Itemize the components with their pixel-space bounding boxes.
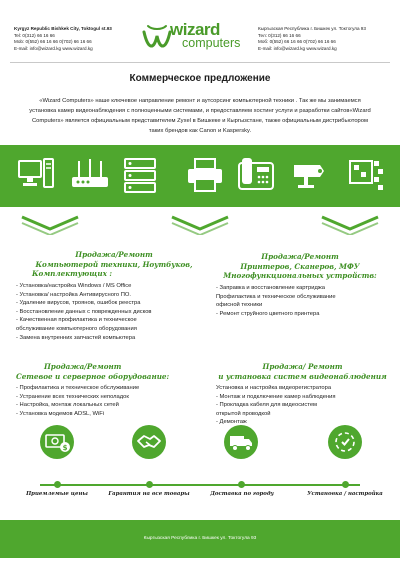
section-title-line: Продажа/ Ремонт — [262, 362, 343, 371]
intro-paragraph: «Wizard Computers» наше ключевое направление ремонт и аутсорсинг компьютерной техники . Так же мы занимаемся установка камер видеонаблюдения с полноценными системами, и предоставляем хостинг услуги и разработки сайтов«Wizard Computers» является официальным представителем Zyxel в Бишкеке и Кыргызстане, также официальным дистрибьютором таких брендов как Canon и Kaspersky. — [29, 98, 371, 134]
list-item: - Монтаж и подключение камер наблюдения — [216, 393, 336, 400]
chevron-down-icon — [20, 215, 80, 235]
handshake-icon — [132, 425, 166, 459]
server-icon — [120, 155, 160, 195]
feature-label: Гарантия на все товары — [108, 491, 190, 497]
list-item: - Качественная профилактика и техническое — [16, 317, 137, 324]
svg-text:$: $ — [62, 444, 68, 452]
delivery-truck-icon — [224, 425, 258, 459]
section-title-printers — [215, 252, 385, 281]
section-title-line: Продажа/Ремонт — [44, 362, 122, 371]
contact-line: Tel: 0(312) 66 16 66 — [14, 32, 55, 38]
list-item: офисной техники — [216, 302, 263, 309]
contact-line: Моб: 0(552) 66 16 66 0(702) 66 16 66 — [258, 39, 336, 45]
list-item: - Замена внутренних запчастей компьютера — [16, 334, 136, 341]
section-list-cctv — [216, 384, 336, 427]
list-item: - Восстановление данных с поврежденных дисков — [16, 308, 152, 315]
page-title: Коммерческое предложение — [129, 73, 271, 84]
section-list-printers — [216, 284, 336, 318]
list-item: Профилактика и техническое обслуживание — [216, 293, 336, 300]
header-contacts-right — [258, 26, 366, 52]
contact-line: Mob: 0(552) 66 16 66 0(702) 66 16 66 — [14, 39, 92, 45]
list-item: - Прокладка кабеля для видеосистем — [216, 402, 318, 409]
list-item: Установка и настройка видеорегистратора — [216, 385, 332, 391]
features-connector-dot — [54, 481, 61, 488]
list-item: - Установка/настройка Windows / MS Office — [16, 283, 132, 289]
section-list-network — [16, 384, 139, 418]
feature-label: Приемлемые цены — [26, 491, 88, 497]
logo-wave-icon — [142, 22, 172, 50]
camera-icon — [290, 155, 330, 195]
section-title-network — [16, 362, 196, 381]
header-divider — [10, 62, 390, 63]
services-icon-band — [0, 145, 400, 207]
pixel-icon — [346, 155, 386, 195]
list-item: - Профилактика и техническое обслуживание — [16, 385, 140, 391]
contact-line: E-mail: info@wizard.kg www.wizard.kg — [14, 45, 93, 51]
list-item: - Установка модемов ADSL, WiFi — [16, 410, 105, 417]
logo-word-wizard: wizard — [170, 20, 220, 39]
features-connector-line — [40, 484, 360, 486]
logo — [142, 20, 262, 54]
section-title-line: Принтеров, Сканеров, МФУ — [240, 261, 360, 271]
list-item: - Заправка и восстановление картриджа — [216, 285, 325, 291]
features-connector-dot — [146, 481, 153, 488]
section-title-computers — [24, 250, 204, 279]
features-connector-dot — [238, 481, 245, 488]
setup-icon — [328, 425, 362, 459]
list-item: открытой проводкой — [216, 410, 271, 417]
logo-word-computers: computers — [182, 36, 241, 50]
features-connector-dot — [342, 481, 349, 488]
list-item: - Демонтаж — [216, 419, 247, 426]
list-item: - Устранение всех технических неполадок — [16, 393, 129, 400]
chevron-down-icon — [170, 215, 230, 235]
list-item: - Ремонт струйного цветного принтера — [216, 310, 320, 317]
section-title-line: Сетевое и серверное оборудование: — [16, 371, 170, 381]
contact-line: Тел: 0(312) 66 16 66 — [258, 32, 301, 38]
list-item: обслуживание компьютерного оборудования — [16, 325, 137, 332]
money-icon — [40, 425, 74, 459]
section-title-line: Комплектующих : — [32, 269, 113, 279]
chevron-down-icon — [320, 215, 380, 235]
section-title-line: Многофункциональных устройств: — [223, 271, 377, 281]
computer-icon — [16, 155, 56, 195]
section-list-computers — [16, 282, 152, 342]
section-title-line: Продажа/Ремонт — [75, 250, 153, 259]
section-title-cctv — [215, 362, 390, 381]
header-contacts-left — [14, 26, 112, 52]
list-item: - Настройка, монтаж локальных сетей — [16, 402, 119, 409]
feature-label: Установка / настройка — [307, 491, 383, 497]
section-title-line: и установка систем видеонаблюдения — [218, 371, 387, 381]
contact-line: E-mail: info@wizard.kg www.wizard.kg — [258, 45, 337, 51]
feature-label: Доставка по городу — [210, 491, 274, 497]
printer-icon — [185, 155, 225, 195]
list-item: - Установка/ настройка Антивирусного ПО. — [16, 291, 132, 298]
section-title-line: Компьютерой техники, Ноутбуков, — [35, 259, 193, 269]
contact-line: Кыргызская Республика г. Бишкек ул. Токтогула 93 — [258, 26, 366, 31]
phone-icon — [236, 155, 276, 195]
footer-address: Кыргызская Республика г. Бишкек ул. Токтогула 93 — [143, 536, 257, 541]
section-title-line: Продажа/Ремонт — [261, 252, 339, 261]
list-item: - Удаление вирусов, троянов, ошибок реестра — [16, 300, 141, 307]
router-icon — [70, 155, 110, 195]
contact-line: Kyrgyz Republic Bishkek City, Toktogul st.93 — [14, 26, 112, 31]
